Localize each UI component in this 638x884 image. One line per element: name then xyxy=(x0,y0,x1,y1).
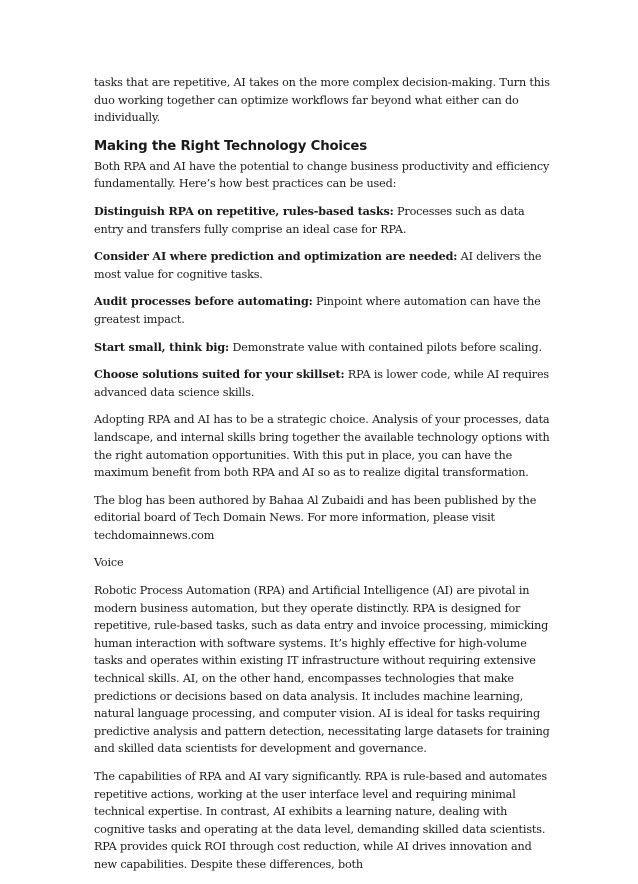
voice-label: Voice xyxy=(94,556,124,570)
author-note-paragraph: The blog has been authored by Bahaa Al Zubaidi and has been published by the editorial board of Tech Domain News. For more information, please visit techdomainnews.com xyxy=(94,493,537,542)
section-heading: Making the Right Technology Choices xyxy=(94,138,367,154)
practice-item xyxy=(94,203,550,238)
voice-paragraph: Robotic Process Automation (RPA) and Artificial Intelligence (AI) are pivotal in modern business automation, but they operate distinctly. RPA is designed for repetitive, rule-based tasks, such as data entry and invoice processing, mimicking human interaction with software systems. It’s highly effective for high-volume tasks and operates within existing IT infrastructure without requiring extensive technical skills. AI, on the other hand, encompasses technologies that make predictions or decisions based on data analysis. It includes machine learning, natural language processing, and computer vision. AI is ideal for tasks requiring predictive analysis and pattern detection, necessitating large datasets for training and skilled data scientists for development and governance. xyxy=(94,584,550,756)
practice-text: Processes such as data entry and transfers fully comprise an ideal case for RPA. xyxy=(94,204,525,236)
document-page xyxy=(94,74,550,884)
practice-lead: Consider AI where prediction and optimization are needed: xyxy=(94,249,458,264)
practice-text: Demonstrate value with contained pilots before scaling. xyxy=(229,340,542,354)
practice-item xyxy=(94,339,550,357)
practice-text: RPA is lower code, while AI requires advanced data science skills. xyxy=(94,368,550,399)
conclusion-paragraph: Adopting RPA and AI has to be a strategic choice. Analysis of your processes, data landscape, and internal skills bring together the available technology options with the right automation opportunities. With this put in place, you can have the maximum benefit from both RPA and AI so as to realize digital transformation. xyxy=(94,413,550,480)
section-intro-paragraph: Both RPA and AI have the potential to change business productivity and efficiency fundamentally. Here’s how best practices can be used: xyxy=(94,159,550,191)
practice-item xyxy=(94,366,550,401)
practice-text: AI delivers the most value for cognitive tasks. xyxy=(94,250,542,281)
practice-lead: Choose solutions suited for your skillset: xyxy=(94,367,345,382)
practice-item xyxy=(94,293,550,328)
practice-lead: Audit processes before automating: xyxy=(94,294,313,309)
practice-lead: Distinguish RPA on repetitive, rules-based tasks: xyxy=(94,203,394,218)
voice-paragraph: The capabilities of RPA and AI vary significantly. RPA is rule-based and automates repetitive actions, working at the user interface level and requiring minimal technical expertise. In contrast, AI exhibits a learning nature, dealing with cognitive tasks and operating at the data level, demanding skilled data scientists. RPA provides quick ROI through cost reduction, while AI drives innovation and new capabilities. Despite these differences, both xyxy=(94,770,547,871)
practice-item xyxy=(94,248,550,283)
intro-continuation-paragraph: tasks that are repetitive, AI takes on the more complex decision-making. Turn this duo working together can optimize workflows far beyond what either can do individually. xyxy=(94,76,550,125)
practice-text: Pinpoint where automation can have the greatest impact. xyxy=(94,295,541,326)
practice-lead: Start small, think big: xyxy=(94,339,230,354)
